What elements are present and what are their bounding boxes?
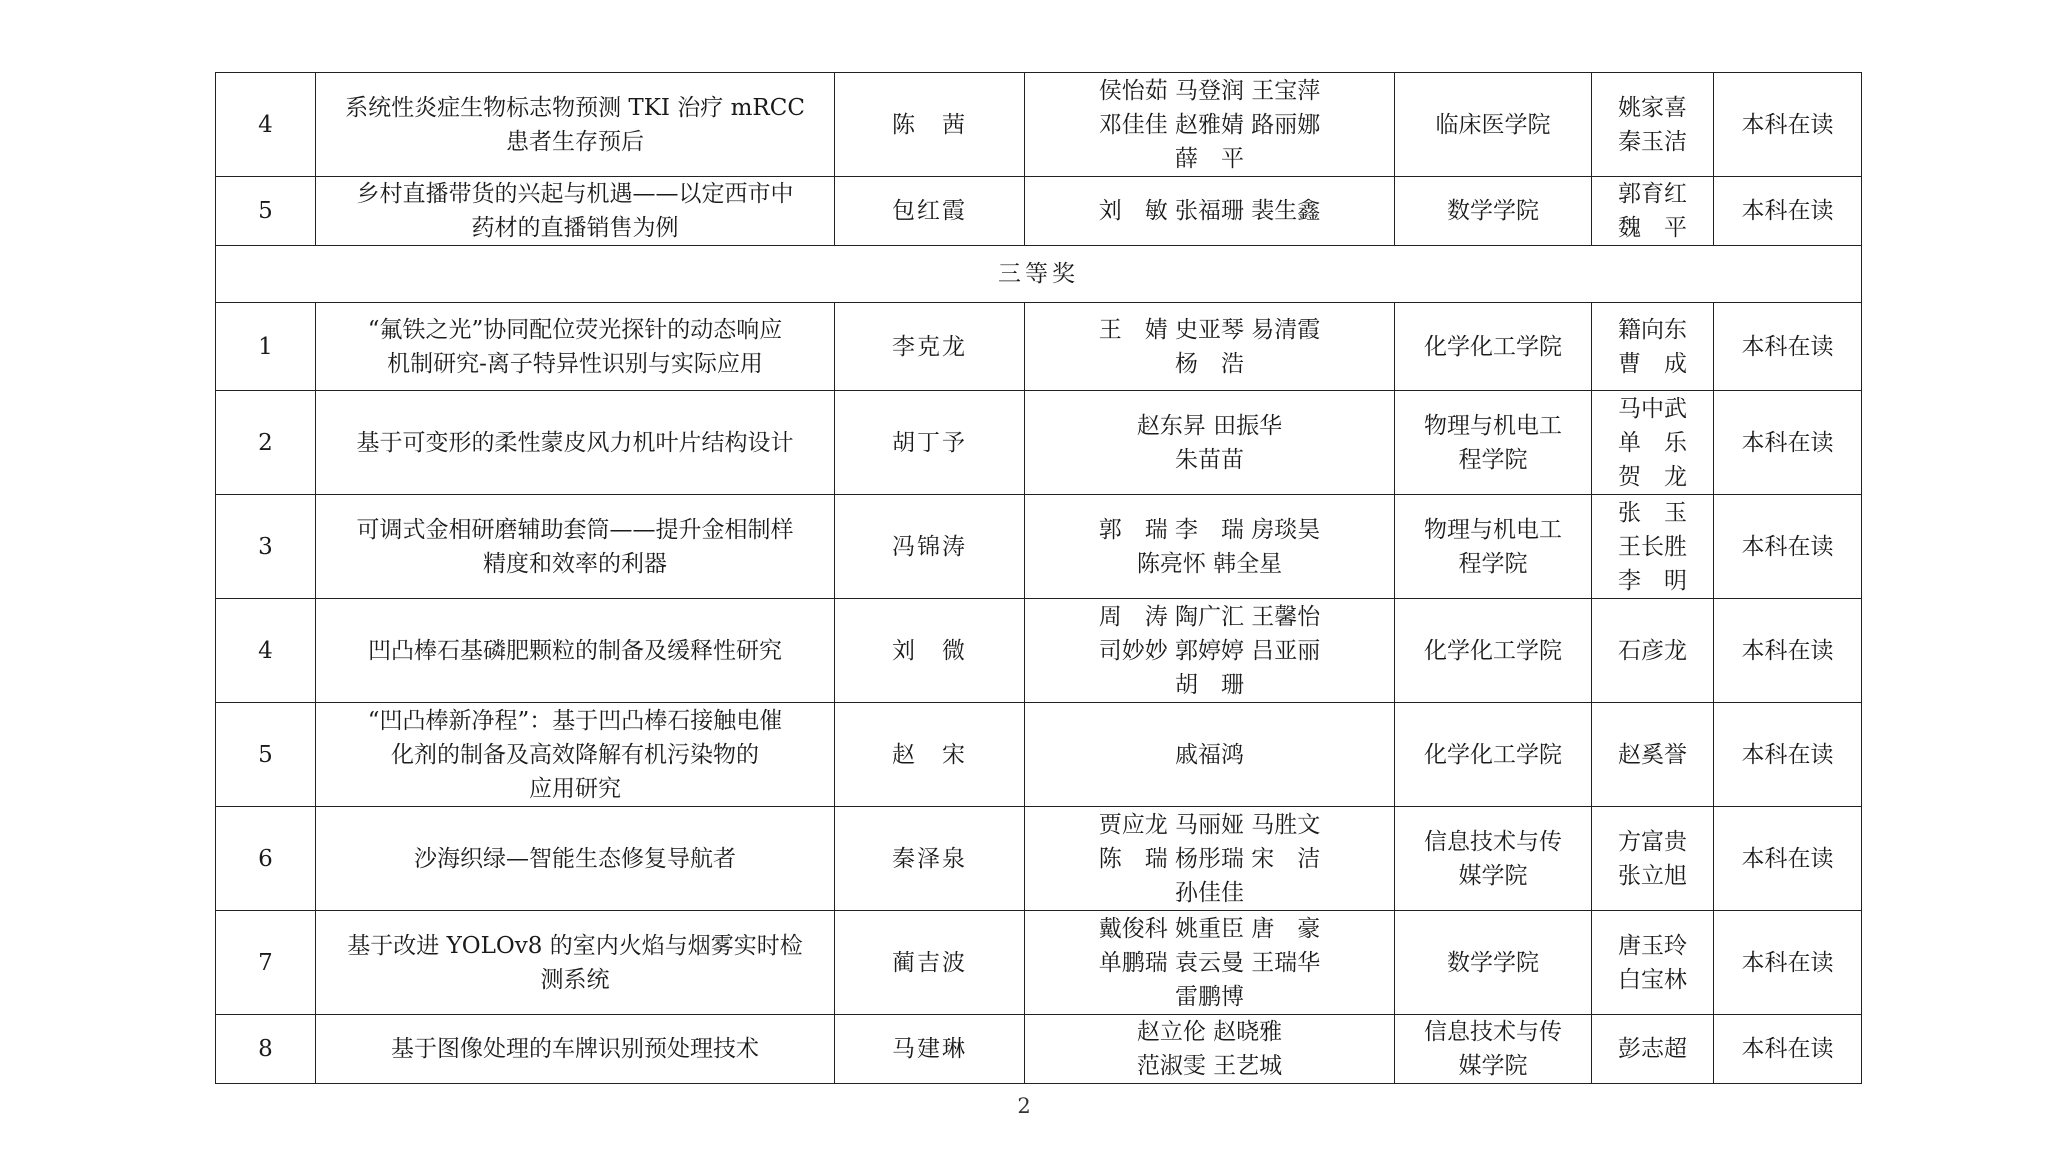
team-members: 郭 瑞 李 瑞 房琰昊 陈亮怀 韩全星 xyxy=(1025,495,1395,599)
college: 化学化工学院 xyxy=(1395,599,1592,703)
project-title: “凹凸棒新净程”：基于凹凸棒石接触电催 化剂的制备及高效降解有机污染物的 应用研究 xyxy=(316,703,835,807)
college: 信息技术与传 媒学院 xyxy=(1395,1015,1592,1084)
study-status: 本科在读 xyxy=(1714,303,1862,391)
row-number: 2 xyxy=(216,391,316,495)
row-number: 5 xyxy=(216,177,316,246)
row-number: 1 xyxy=(216,303,316,391)
award-table xyxy=(215,72,1862,1084)
study-status: 本科在读 xyxy=(1714,703,1862,807)
study-status: 本科在读 xyxy=(1714,807,1862,911)
section-heading-row xyxy=(216,246,1862,303)
project-title: 基于改进 YOLOv8 的室内火焰与烟雾实时检 测系统 xyxy=(316,911,835,1015)
college: 化学化工学院 xyxy=(1395,303,1592,391)
project-leader: 冯锦涛 xyxy=(835,495,1025,599)
row-number: 4 xyxy=(216,599,316,703)
project-title: 乡村直播带货的兴起与机遇——以定西市中 药材的直播销售为例 xyxy=(316,177,835,246)
college: 数学学院 xyxy=(1395,177,1592,246)
team-members: 赵东昇 田振华 朱苗苗 xyxy=(1025,391,1395,495)
project-leader: 蔺吉波 xyxy=(835,911,1025,1015)
study-status: 本科在读 xyxy=(1714,391,1862,495)
team-members: 侯怡茹 马登润 王宝萍 邓佳佳 赵雅婧 路丽娜 薛 平 xyxy=(1025,73,1395,177)
project-leader: 刘 微 xyxy=(835,599,1025,703)
project-title: 基于可变形的柔性蒙皮风力机叶片结构设计 xyxy=(316,391,835,495)
table-row xyxy=(216,807,1862,911)
table-row xyxy=(216,391,1862,495)
advisor: 彭志超 xyxy=(1592,1015,1714,1084)
study-status: 本科在读 xyxy=(1714,495,1862,599)
advisor: 籍向东 曹 成 xyxy=(1592,303,1714,391)
college: 物理与机电工 程学院 xyxy=(1395,391,1592,495)
row-number: 4 xyxy=(216,73,316,177)
row-number: 3 xyxy=(216,495,316,599)
college: 临床医学院 xyxy=(1395,73,1592,177)
advisor: 赵奚誉 xyxy=(1592,703,1714,807)
project-leader: 马建琳 xyxy=(835,1015,1025,1084)
table-row xyxy=(216,911,1862,1015)
table-row xyxy=(216,1015,1862,1084)
project-leader: 赵 宋 xyxy=(835,703,1025,807)
team-members: 戚福鸿 xyxy=(1025,703,1395,807)
table-row xyxy=(216,703,1862,807)
project-leader: 李克龙 xyxy=(835,303,1025,391)
college: 信息技术与传 媒学院 xyxy=(1395,807,1592,911)
advisor: 张 玉 王长胜 李 明 xyxy=(1592,495,1714,599)
study-status: 本科在读 xyxy=(1714,1015,1862,1084)
college: 化学化工学院 xyxy=(1395,703,1592,807)
row-number: 8 xyxy=(216,1015,316,1084)
team-members: 王 婧 史亚琴 易清霞 杨 浩 xyxy=(1025,303,1395,391)
project-leader: 包红霞 xyxy=(835,177,1025,246)
study-status: 本科在读 xyxy=(1714,73,1862,177)
project-title: 可调式金相研磨辅助套筒——提升金相制样 精度和效率的利器 xyxy=(316,495,835,599)
team-members: 周 涛 陶广汇 王馨怡 司妙妙 郭婷婷 吕亚丽 胡 珊 xyxy=(1025,599,1395,703)
advisor: 郭育红 魏 平 xyxy=(1592,177,1714,246)
team-members: 戴俊科 姚重臣 唐 豪 单鹏瑞 袁云曼 王瑞华 雷鹏博 xyxy=(1025,911,1395,1015)
advisor: 石彦龙 xyxy=(1592,599,1714,703)
advisor: 姚家喜 秦玉洁 xyxy=(1592,73,1714,177)
project-title: 凹凸棒石基磷肥颗粒的制备及缓释性研究 xyxy=(316,599,835,703)
table-row xyxy=(216,599,1862,703)
row-number: 7 xyxy=(216,911,316,1015)
team-members: 贾应龙 马丽娅 马胜文 陈 瑞 杨彤瑞 宋 洁 孙佳佳 xyxy=(1025,807,1395,911)
advisor: 唐玉玲 白宝林 xyxy=(1592,911,1714,1015)
row-number: 5 xyxy=(216,703,316,807)
table-row xyxy=(216,177,1862,246)
section-heading: 三等奖 xyxy=(216,246,1862,303)
college: 物理与机电工 程学院 xyxy=(1395,495,1592,599)
study-status: 本科在读 xyxy=(1714,177,1862,246)
advisor: 方富贵 张立旭 xyxy=(1592,807,1714,911)
team-members: 刘 敏 张福珊 裴生鑫 xyxy=(1025,177,1395,246)
study-status: 本科在读 xyxy=(1714,911,1862,1015)
table-row xyxy=(216,73,1862,177)
page-number: 2 xyxy=(1017,1094,1031,1118)
project-title: 沙海织绿—智能生态修复导航者 xyxy=(316,807,835,911)
team-members: 赵立伦 赵晓雅 范淑雯 王艺城 xyxy=(1025,1015,1395,1084)
table-row xyxy=(216,495,1862,599)
study-status: 本科在读 xyxy=(1714,599,1862,703)
advisor: 马中武 单 乐 贺 龙 xyxy=(1592,391,1714,495)
project-title: 基于图像处理的车牌识别预处理技术 xyxy=(316,1015,835,1084)
table-row xyxy=(216,303,1862,391)
project-title: 系统性炎症生物标志物预测 TKI 治疗 mRCC 患者生存预后 xyxy=(316,73,835,177)
project-leader: 陈 茜 xyxy=(835,73,1025,177)
project-leader: 秦泽泉 xyxy=(835,807,1025,911)
table-body xyxy=(216,73,1862,1084)
college: 数学学院 xyxy=(1395,911,1592,1015)
row-number: 6 xyxy=(216,807,316,911)
project-leader: 胡丁予 xyxy=(835,391,1025,495)
project-title: “氟铁之光”协同配位荧光探针的动态响应 机制研究-离子特异性识别与实际应用 xyxy=(316,303,835,391)
